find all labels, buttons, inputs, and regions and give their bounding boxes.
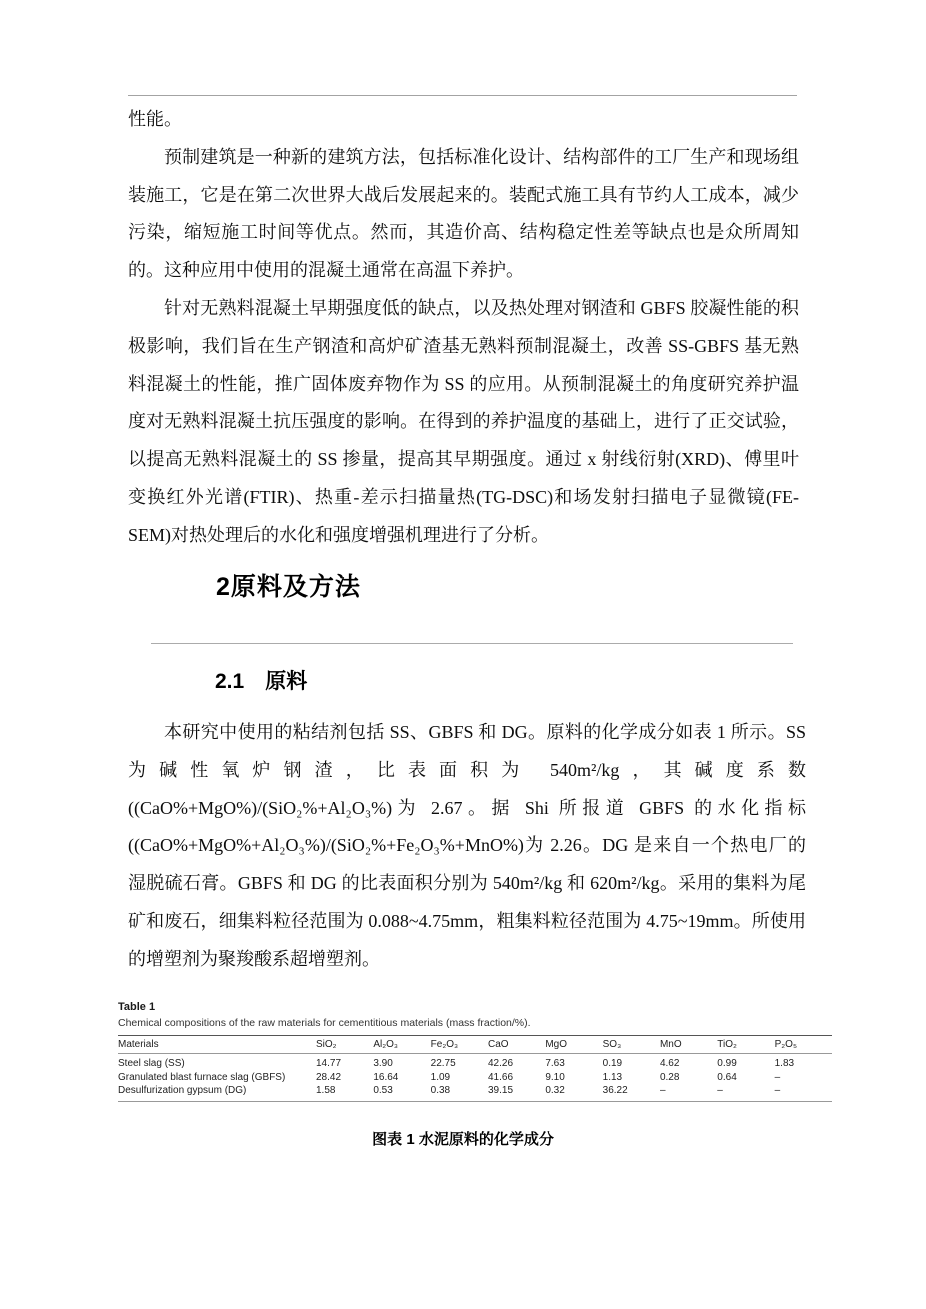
table-cell: – bbox=[660, 1084, 717, 1101]
paragraph-research-aim: 针对无熟料混凝土早期强度低的缺点，以及热处理对钢渣和 GBFS 胶凝性能的积极影响，我们旨在生产钢渣和高炉矿渣基无熟料预制混凝土，改善 SS-GBFS 基无熟料混凝土的性能，推广固体废弃物作为 SS 的应用。从预制混凝土的角度研究养护温度对无熟料混凝土抗压强度的影响。在得到的养护温度的基础上，进行了正交试验，以提高无熟料混凝土的 SS 掺量，提高其早期强度。通过 x 射线衍射(XRD)、傅里叶变换红外光谱(FTIR)、热重-差示扫描量热(TG-DSC)和场发射扫描电子显微镜(FE-SEM)对热处理后的水化和强度增强机理进行了分析。 bbox=[128, 297, 799, 545]
table-cell: – bbox=[717, 1084, 774, 1101]
table-cell: 1.09 bbox=[430, 1071, 451, 1083]
paragraph-materials-description: 本研究中使用的粘结剂包括 SS、GBFS 和 DG。原料的化学成分如表 1 所示。SS 为碱性氧炉钢渣，比表面积为 540m²/kg，其碱度系数((CaO%+MgO%)/(SiO₂%+Al₂O₃%)为 2.67。据 Shi 所报道 GBFS 的水化指标((CaO%+MgO%+Al₂O₃%)/(SiO₂%+Fe₂O₃%+MnO%)为 2.26。DG 是来自一个热电厂的湿脱硫石膏。GBFS 和 DG 的比表面积分别为 540m²/kg 和 620m²/kg。采用的集料为尾矿和废石，细集料粒径范围为 0.088~4.75mm，粗集料粒径范围为 4.75~19mm。所使用的增塑剂为聚羧酸系超增塑剂。 bbox=[128, 722, 806, 969]
table-cell: 1.58 bbox=[316, 1084, 373, 1101]
table-cell: 1.13 bbox=[602, 1071, 623, 1083]
table-row-desulfurization-gypsum bbox=[118, 1084, 832, 1101]
table-cell: 0.19 bbox=[602, 1058, 623, 1069]
table-block bbox=[118, 1001, 832, 1102]
table-cell: 16.64 bbox=[373, 1071, 399, 1083]
column-header-so3: SO₃ bbox=[603, 1036, 660, 1054]
column-header-al2o3: Al₂O₃ bbox=[373, 1036, 430, 1054]
table-cell: 7.63 bbox=[545, 1058, 565, 1069]
table-cell: 1.83 bbox=[774, 1058, 795, 1069]
column-header-sio2: SiO₂ bbox=[316, 1036, 373, 1054]
table-cell: – bbox=[774, 1071, 781, 1083]
table-label: Table 1 bbox=[118, 1001, 156, 1013]
table-cell: 4.62 bbox=[659, 1058, 680, 1069]
table-cell: 0.28 bbox=[659, 1071, 680, 1083]
paragraph-prefab-construction: 预制建筑是一种新的建筑方法，包括标准化设计、结构部件的工厂生产和现场组装施工，它是在第二次世界大战后发展起来的。装配式施工具有节约人工成本，减少污染，缩短施工时间等优点。然而，其造价高、结构稳定性差等缺点也是众所周知的。这种应用中使用的混凝土通常在高温下养护。 bbox=[128, 146, 799, 281]
paragraph-continuation: 性能。 bbox=[128, 109, 182, 129]
column-header-mgo: MgO bbox=[545, 1036, 602, 1054]
table-cell: 28.42 bbox=[316, 1071, 342, 1083]
table-cell: 9.10 bbox=[545, 1071, 565, 1083]
column-header-cao: CaO bbox=[488, 1036, 545, 1054]
material-name-cell: Desulfurization gypsum (DG) bbox=[118, 1084, 316, 1101]
material-name-cell: Steel slag (SS) bbox=[118, 1058, 185, 1069]
table-cell: 41.66 bbox=[487, 1071, 514, 1083]
table-cell: 0.64 bbox=[717, 1071, 737, 1083]
column-header-materials: Materials bbox=[118, 1036, 316, 1054]
table-cell: 3.90 bbox=[373, 1058, 393, 1069]
column-header-mno: MnO bbox=[660, 1036, 717, 1054]
table-cell: 0.32 bbox=[545, 1084, 602, 1101]
table-cell: 42.26 bbox=[487, 1058, 514, 1069]
column-header-tio2: TiO₂ bbox=[717, 1036, 774, 1054]
table-row-gbfs bbox=[118, 1071, 832, 1085]
table-cell: 14.77 bbox=[316, 1058, 342, 1069]
table-cell: – bbox=[775, 1084, 832, 1101]
figure-caption: 图表 1 水泥原料的化学成分 bbox=[372, 1131, 554, 1148]
table-cell: 0.53 bbox=[373, 1084, 430, 1101]
table-row-steel-slag bbox=[118, 1054, 832, 1071]
header-divider bbox=[128, 95, 797, 96]
section-heading-materials-and-methods: 2原料及方法 bbox=[216, 573, 361, 601]
material-name-cell: Granulated blast furnace slag (GBFS) bbox=[118, 1071, 286, 1083]
table-cell: 22.75 bbox=[430, 1058, 456, 1069]
table-cell: 36.22 bbox=[603, 1084, 660, 1101]
composition-table bbox=[118, 1035, 832, 1102]
table-cell: 0.99 bbox=[717, 1058, 737, 1069]
subsection-heading-raw-materials: 2.1 原料 bbox=[215, 670, 308, 693]
body-text bbox=[128, 101, 799, 555]
table-cell: 0.38 bbox=[431, 1084, 488, 1101]
table-header-row bbox=[118, 1036, 832, 1054]
column-header-fe2o3: Fe₂O₃ bbox=[431, 1036, 488, 1054]
table-cell: 39.15 bbox=[488, 1084, 545, 1101]
table-description: Chemical compositions of the raw materials for cementitious materials (mass fraction/%). bbox=[118, 1017, 531, 1029]
column-header-p2o5: P₂O₅ bbox=[775, 1036, 832, 1054]
section-divider bbox=[151, 643, 793, 644]
